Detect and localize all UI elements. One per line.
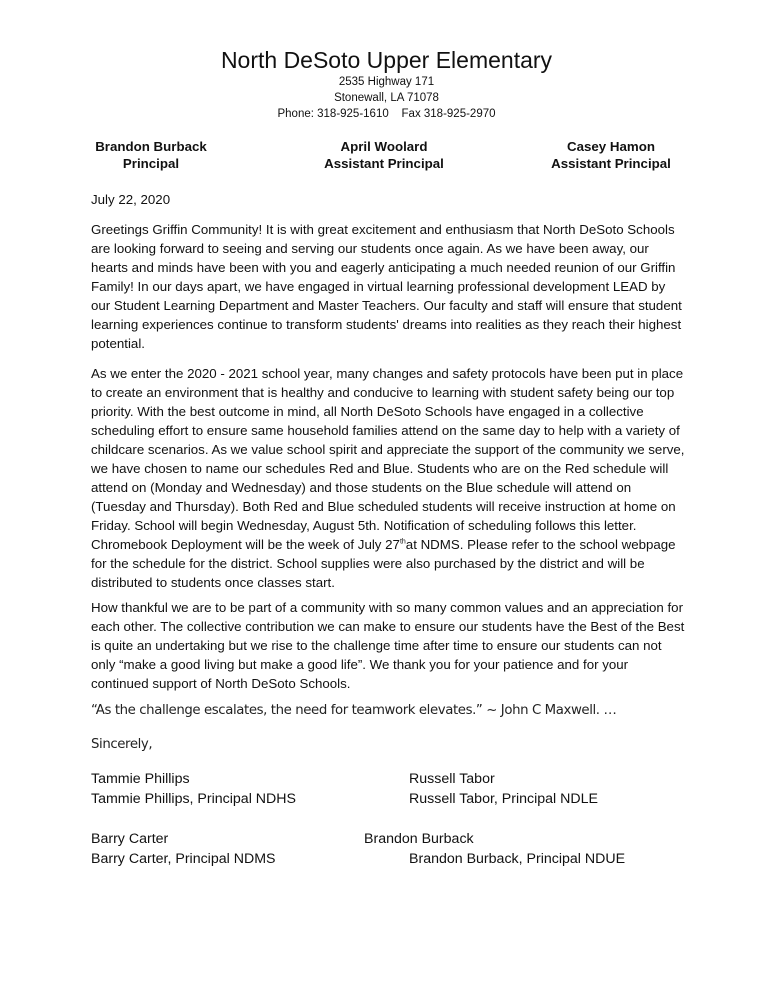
paragraph-schedule-part-b: at NDMS. Please refer to the school webpage for the schedule for the district. School supplies were also purchased by the district and will be distributed to students once classes start. <box>91 537 676 590</box>
signature-barry-name: Barry Carter <box>91 831 169 847</box>
signature-tammie-name: Tammie Phillips <box>91 771 190 787</box>
closing: Sincerely, <box>91 737 153 752</box>
staff-name: April Woolard <box>340 139 428 154</box>
staff-assistant-principal-2 <box>542 138 680 172</box>
staff-assistant-principal-1 <box>314 138 454 172</box>
paragraph-thanks: How thankful we are to be part of a community with so many common values and an appreciation for each other. The collective contribution we can make to ensure our students have the Best of the Best is quite an undertaking but we rise to the challenge time after time to ensure our students can not only “make a good living but make a good life”. We thank you for your patience and for your continued support of North DeSoto Schools. <box>91 600 685 691</box>
paragraph-schedule-part-a: As we enter the 2020 - 2021 school year, many changes and safety protocols have been put in place to create an environment that is healthy and conducive to learning with student safety being our top priority. With the best outcome in mind, all North DeSoto Schools have engaged in a collective scheduling effort to ensure same household families attend on the same day to help with a variety of childcare scenarios. As we value school spirit and appreciate the support of the community we serve, we have chosen to name our schedules Red and Blue. Students who are on the Red schedule will attend on (Monday and Wednesday) and those students on the Blue schedule will attend on (Tuesday and Thursday). Both Red and Blue scheduled students will receive instruction at home on Friday. School will begin Wednesday, August 5th. Notification of scheduling follows this letter. Chromebook Deployment will be the week of July 27 <box>91 366 685 552</box>
letter-date: July 22, 2020 <box>91 192 171 207</box>
signature-brandon-title: Brandon Burback, Principal NDUE <box>409 851 626 867</box>
signature-russell-title: Russell Tabor, Principal NDLE <box>409 791 598 807</box>
paragraph-greeting: Greetings Griffin Community! It is with great excitement and enthusiasm that North DeSoto Schools are looking forward to seeing and serving our students once again. As we have been away, our hearts and minds have been with you and eagerly anticipating a much needed reunion of our Griffin Family! In our days apart, we have engaged in virtual learning professional development LEAD by our Student Learning Department and Master Teachers. Our faculty and staff will ensure that student learning experiences continue to transform students' dreams into realities as they reach their highest potential. <box>91 222 682 351</box>
maxwell-quote: “As the challenge escalates, the need for teamwork elevates.” ~ John C Maxwell. … <box>91 703 617 718</box>
signature-brandon-name: Brandon Burback <box>364 831 474 847</box>
staff-name: Casey Hamon <box>567 139 655 154</box>
ordinal-suffix: th <box>399 538 406 546</box>
contact-line: Phone: 318-925-1610 Fax 318-925-2970 <box>277 108 496 120</box>
signature-barry-title: Barry Carter, Principal NDMS <box>91 851 276 867</box>
staff-role: Principal <box>122 156 180 171</box>
signature-russell-name: Russell Tabor <box>409 771 495 787</box>
staff-role: Assistant Principal <box>551 156 671 171</box>
staff-name: Brandon Burback <box>95 139 207 154</box>
staff-role: Assistant Principal <box>324 156 444 171</box>
school-name: North DeSoto Upper Elementary <box>220 47 553 73</box>
staff-principal <box>90 138 212 172</box>
address-line-2: Stonewall, LA 71078 <box>334 92 439 104</box>
signature-tammie-title: Tammie Phillips, Principal NDHS <box>91 791 296 807</box>
address-line-1: 2535 Highway 171 <box>338 76 435 88</box>
paragraph-schedule <box>91 364 687 592</box>
